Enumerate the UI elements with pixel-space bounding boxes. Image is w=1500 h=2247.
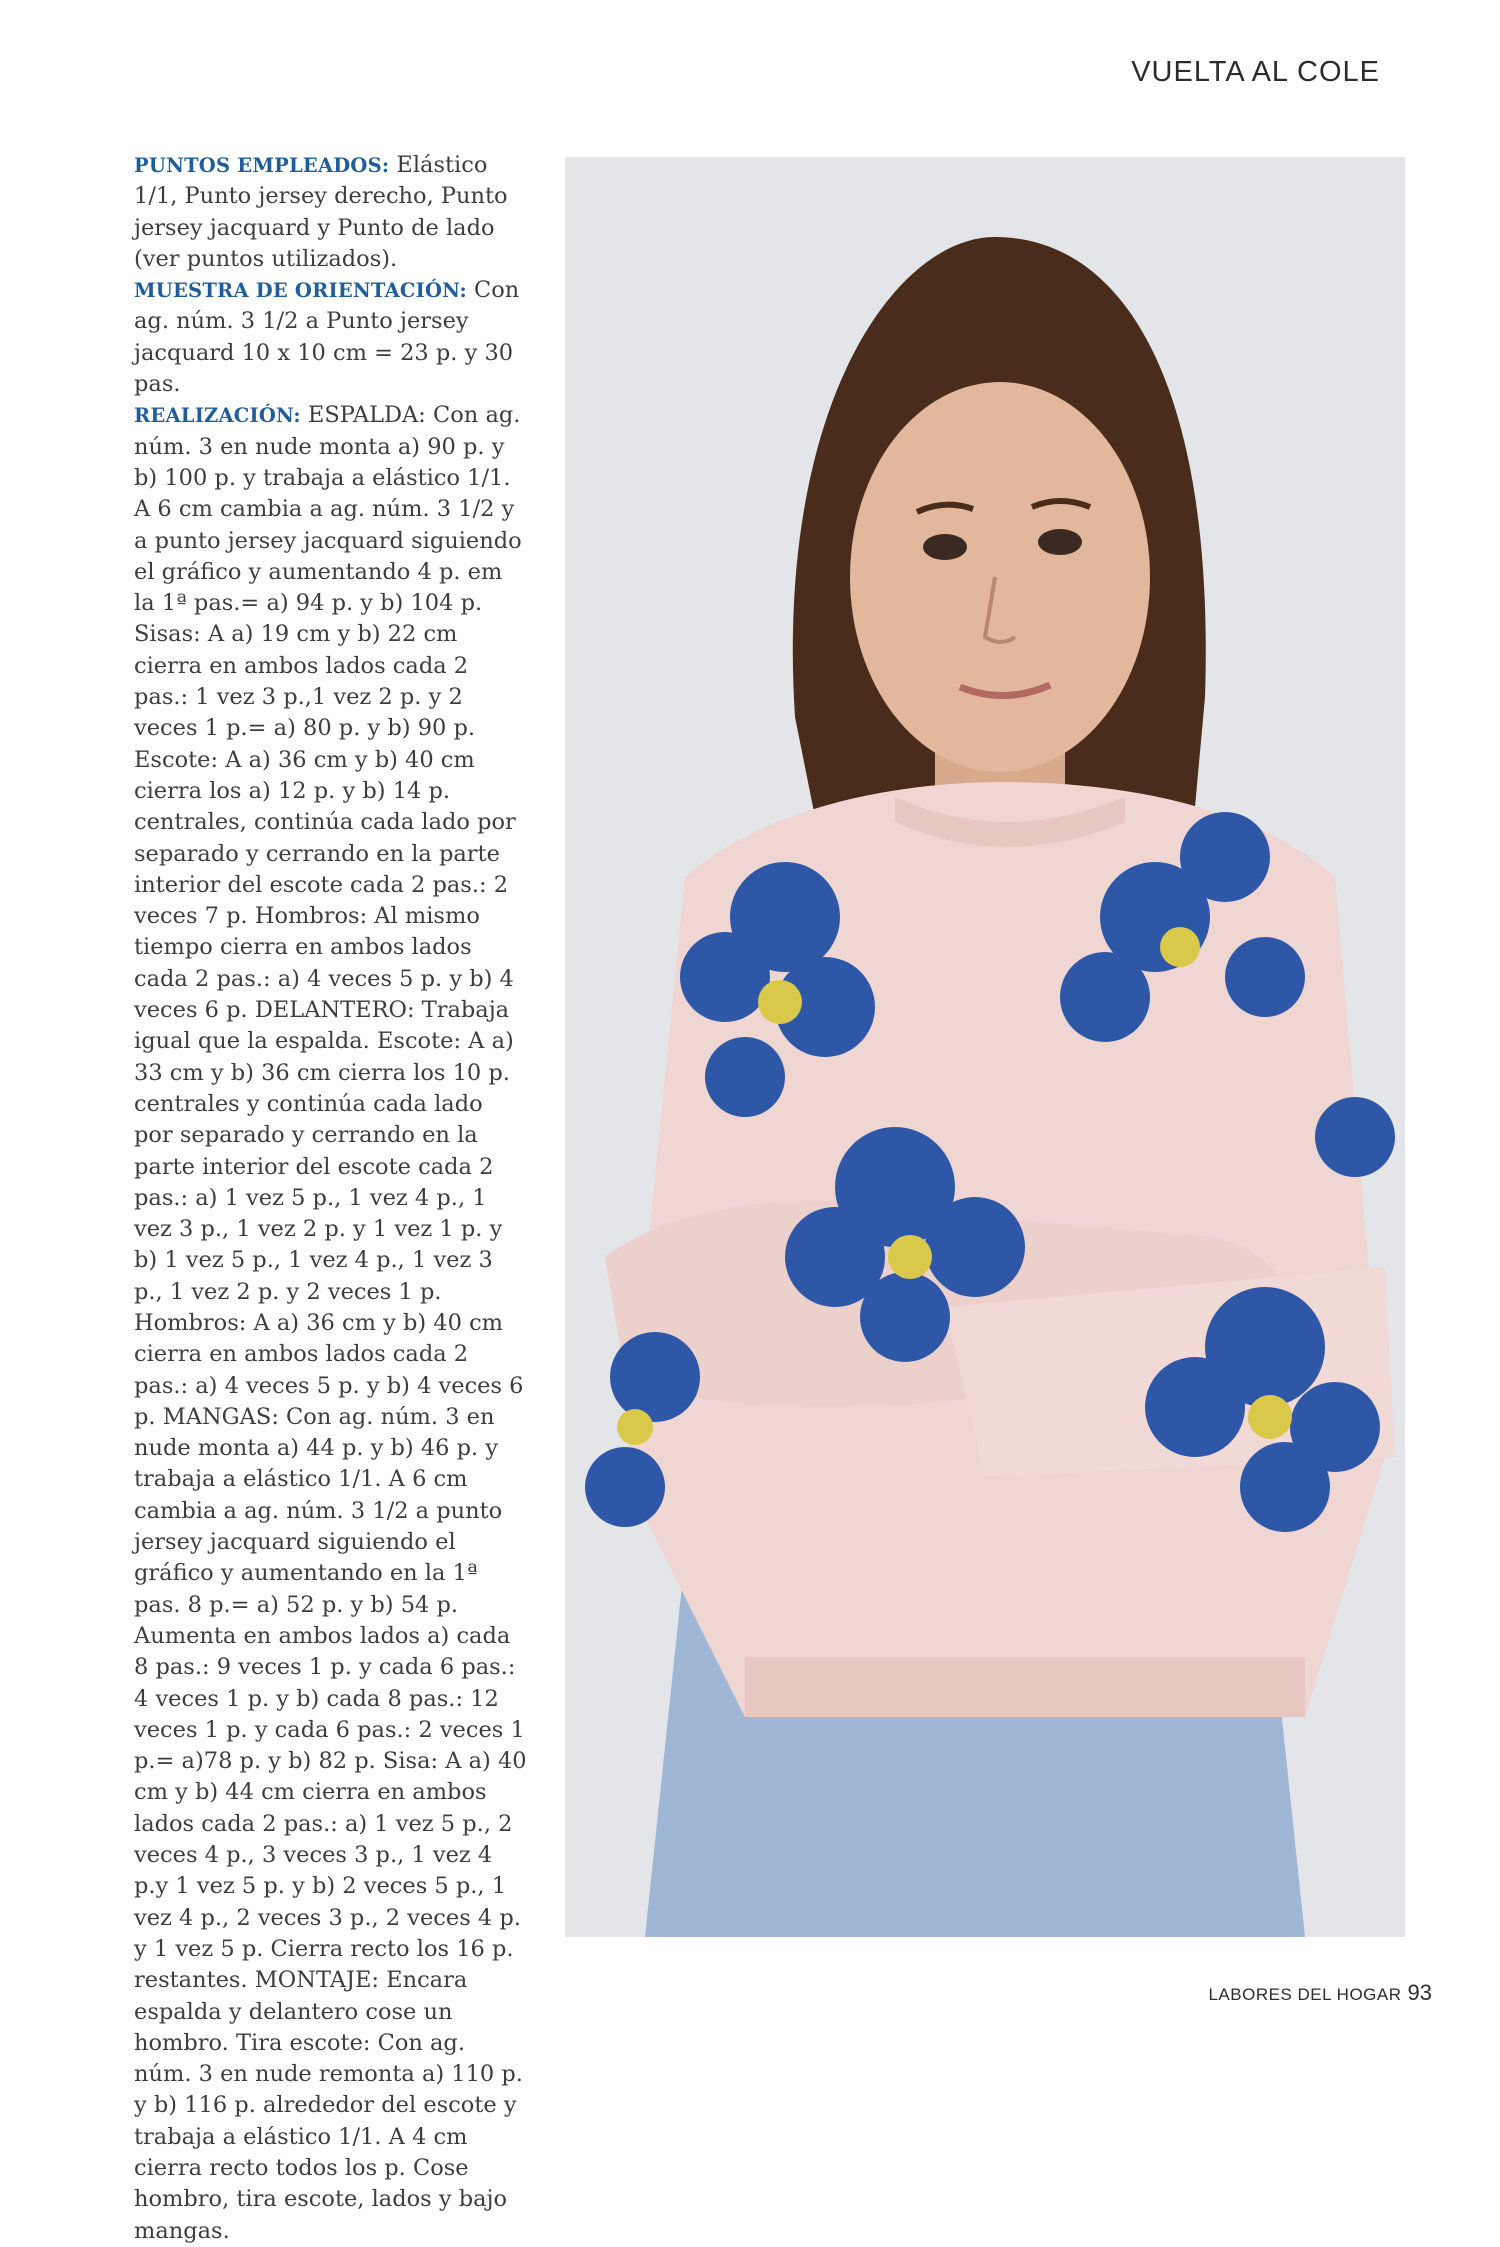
page-number: 93 [1407,1980,1432,2005]
stitches-used-label: PUNTOS EMPLEADOS: [134,154,390,177]
gauge-text: Con ag. núm. 3 1/2 a Punto jersey jacquard 10 x 10 cm = 23 p. y 30 pas. [134,277,520,398]
stitches-used-text: Elástico 1/1, Punto jersey derecho, Punto jersey jacquard y Punto de lado (ver puntos utilizados). [134,152,508,272]
instructions-label: REALIZACIÓN: [134,404,301,428]
model-photo [565,157,1405,1937]
page-footer [1208,1980,1432,2006]
girl-in-flower-sweater-illustration [565,157,1405,1937]
instructions-text: ESPALDA: Con ag. núm. 3 en nude monta a) 90 p. y b) 100 p. y trabaja a elástico 1/1. A 6 cm cambia a ag. núm. 3 1/2 y a punto jersey jacquard siguiendo el gráfico y aumentando 4 p. em la 1ª pas.= a) 94 p. y b) 104 p. Sisas: A a) 19 cm y b) 22 cm cierra en ambos lados cada 2 pas.: 1 vez 3 p.,1 vez 2 p. y 2 veces 1 p.= a) 80 p. y b) 90 p. Escote: A a) 36 cm y b) 40 cm cierra los a) 12 p. y b) 14 p. centrales, continúa cada lado por separado y cerrando en la parte interior del escote cada 2 pas.: 2 veces 7 p. Hombros: Al mismo tiempo cierra en ambos lados cada 2 pas.: a) 4 veces 5 p. y b) 4 veces 6 p. DELANTERO: Trabaja igual que la espalda. Escote: A a) 33 cm y b) 36 cm cierra los 10 p. centrales y continúa cada lado por separado y cerrando en la parte interior del escote cada 2 pas.: a) 1 vez 5 p., 1 vez 4 p., 1 vez 3 p., 1 vez 2 p. y 1 vez 1 p. y b) 1 vez 5 p., 1 vez 4 p., 1 vez 3 p., 1 vez 2 p. y 2 veces 1 p. Hombros: A a) 36 cm y b) 40 cm cierra en ambos lados cada 2 pas.: a) 4 veces 5 p. y b) 4 veces 6 p. MANGAS: Con ag. núm. 3 en nude monta a) 44 p. y b) 46 p. y trabaja a elástico 1/1. A 6 cm cambia a ag. núm. 3 1/2 a punto jersey jacquard siguiendo el gráfico y aumentando en la 1ª pas. 8 p.= a) 52 p. y b) 54 p. Aumenta en ambos lados a) cada 8 pas.: 9 veces 1 p. y cada 6 pas.: 4 veces 1 p. y b) cada 8 pas.: 12 veces 1 p. y cada 6 pas.: 2 veces 1 p.= a)78 p. y b) 82 p. Sisa: A a) 40 cm y b) 44 cm cierra en ambos lados cada 2 pas.: a) 1 vez 5 p., 2 veces 4 p., 3 veces 3 p., 1 vez 4 p.y 1 vez 5 p. y b) 2 veces 5 p., 1 vez 4 p., 2 veces 3 p., 2 veces 4 p. y 1 vez 5 p. Cierra recto los 16 p. restantes. MONTAJE: Encara espalda y delantero cose un hombro. Tira escote: Con ag. núm. 3 en nude remonta a) 110 p. y b) 116 p. alrededor del escote y trabaja a elástico 1/1. A 4 cm cierra recto todos los p. Cose hombro, tira escote, lados y bajo mangas. [134,402,527,2244]
gauge-paragraph [134,275,528,400]
stitches-used-paragraph [134,150,528,275]
pattern-instructions [134,150,528,2247]
section-title: VUELTA AL COLE [1131,56,1380,88]
instructions-paragraph [134,400,528,2247]
gauge-label: MUESTRA DE ORIENTACIÓN: [134,279,467,303]
magazine-name: LABORES DEL HOGAR [1208,1985,1402,2004]
